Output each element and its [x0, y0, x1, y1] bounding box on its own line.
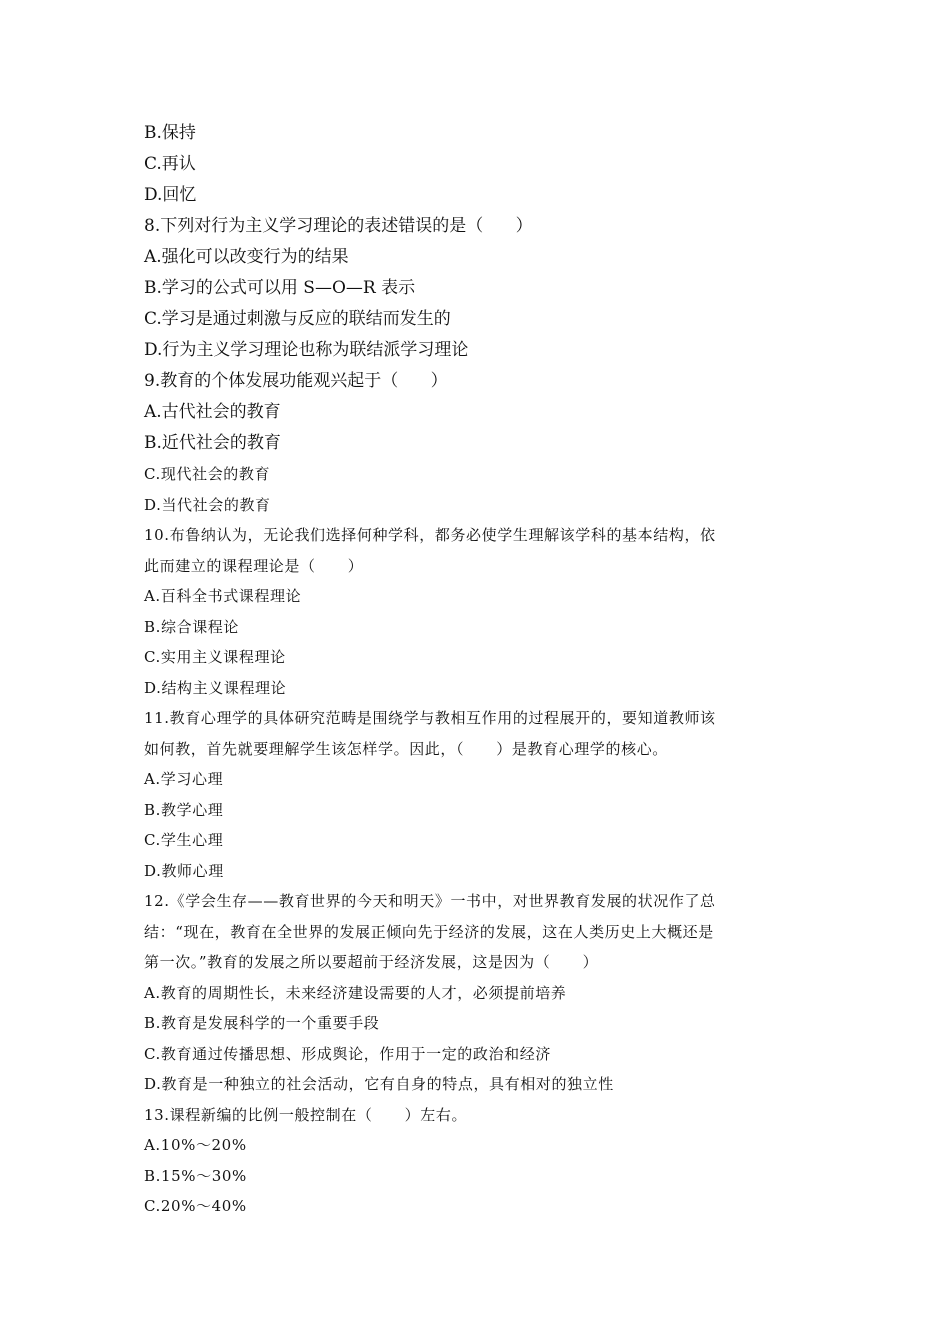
question-line: 8.下列对行为主义学习理论的表述错误的是（ ）	[144, 216, 533, 236]
option-line: B.综合课程论	[144, 617, 239, 636]
question-line: 第一次。”教育的发展之所以要超前于经济发展，这是因为（ ）	[144, 953, 599, 971]
option-line: D.教育是一种独立的社会活动，它有自身的特点，具有相对的独立性	[144, 1075, 614, 1093]
question-line: 12.《学会生存——教育世界的今天和明天》一书中，对世界教育发展的状况作了总	[144, 892, 716, 910]
option-line: D.结构主义课程理论	[144, 678, 287, 697]
option-line: B.15%～30%	[144, 1166, 247, 1185]
option-line: C.现代社会的教育	[144, 465, 271, 483]
question-line: 结：“现在，教育在全世界的发展正倾向先于经济的发展，这在人类历史上大概还是	[144, 922, 714, 941]
option-line: D.回忆	[144, 185, 197, 205]
question-line: 11.教育心理学的具体研究范畴是围绕学与教相互作用的过程展开的，要知道教师该	[144, 709, 716, 727]
question-line: 9.教育的个体发展功能观兴起于（ ）	[144, 371, 448, 391]
option-line: B.近代社会的教育	[144, 433, 281, 453]
question-line: 如何教，首先就要理解学生该怎样学。因此，（ ）是教育心理学的核心。	[144, 739, 668, 758]
option-line: C.教育通过传播思想、形成舆论，作用于一定的政治和经济	[144, 1044, 551, 1063]
option-line: B.教育是发展科学的一个重要手段	[144, 1014, 380, 1032]
question-line: 此而建立的课程理论是（ ）	[144, 556, 364, 575]
option-line: A.10%～20%	[144, 1136, 247, 1154]
option-line: D.当代社会的教育	[144, 495, 271, 514]
option-line: B.教学心理	[144, 800, 224, 819]
option-line: A.学习心理	[144, 770, 224, 788]
option-line: C.学习是通过刺激与反应的联结而发生的	[144, 309, 451, 329]
option-line: C.学生心理	[144, 831, 224, 849]
option-line: C.实用主义课程理论	[144, 648, 286, 666]
question-line: 13.课程新编的比例一般控制在（ ）左右。	[144, 1105, 468, 1124]
option-line: A.教育的周期性长，未来经济建设需要的人才，必须提前培养	[144, 983, 567, 1002]
option-line: A.古代社会的教育	[144, 402, 281, 422]
option-line: D.行为主义学习理论也称为联结派学习理论	[144, 340, 469, 360]
option-line: A.强化可以改变行为的结果	[144, 247, 349, 267]
option-line: B.保持	[144, 123, 196, 143]
question-line: 10.布鲁纳认为，无论我们选择何种学科，都务必使学生理解该学科的基本结构，依	[144, 526, 716, 544]
option-line: C.20%～40%	[144, 1197, 247, 1215]
option-line: C.再认	[144, 154, 196, 174]
option-line: D.教师心理	[144, 861, 224, 880]
option-line: B.学习的公式可以用 S—O—R 表示	[144, 278, 416, 298]
option-line: A.百科全书式课程理论	[144, 587, 302, 605]
